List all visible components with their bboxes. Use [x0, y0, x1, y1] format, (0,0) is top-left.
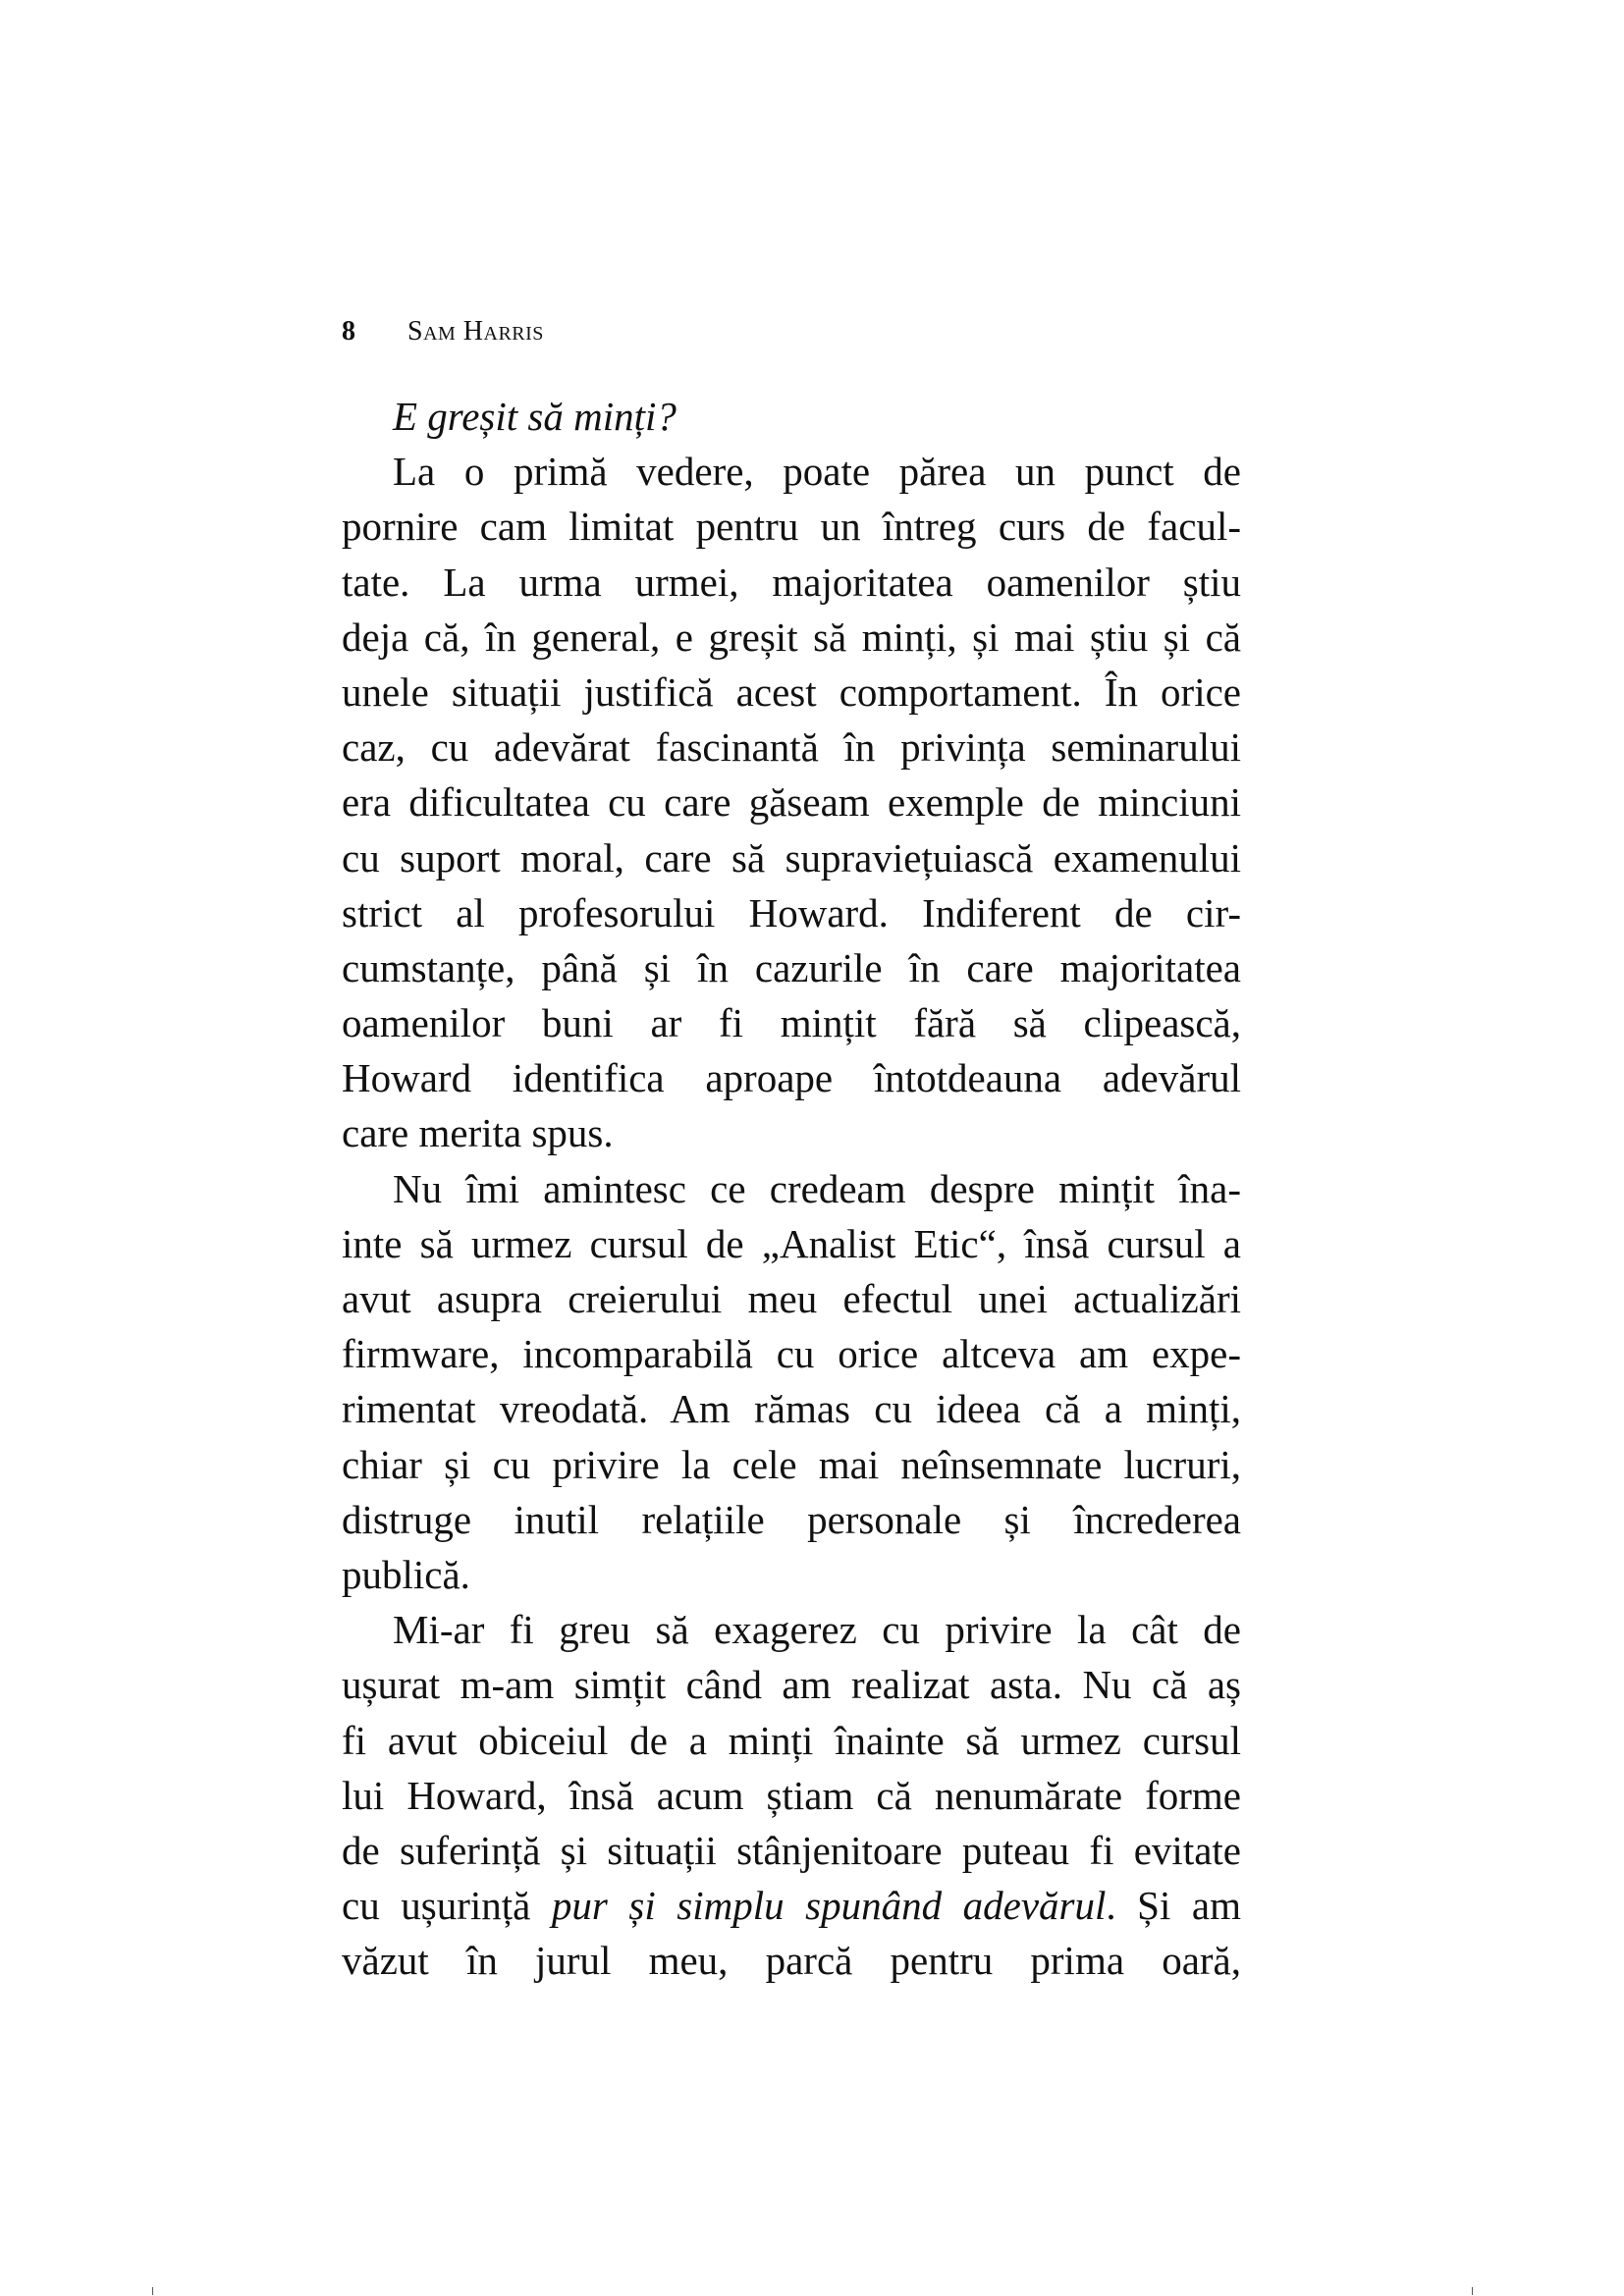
paragraph-2-line: firmware, incomparabilă cu orice altceva am expe-	[342, 1331, 1241, 1377]
paragraph-2-line: Nu îmi amintesc ce credeam despre mințit îna-	[393, 1165, 1241, 1211]
paragraph-1-line: cu suport moral, care să supraviețuiască examenului	[342, 834, 1241, 881]
author-name: Sam Harris	[407, 316, 544, 347]
paragraph-3-line: fi avut obiceiul de a minți înainte să urmez cursul	[342, 1717, 1241, 1763]
crop-mark	[152, 2287, 153, 2295]
section-heading: E greșit să minți?	[393, 394, 677, 439]
paragraph-2-line: rimentat vreodată. Am rămas cu ideea că a minți,	[342, 1386, 1241, 1432]
paragraph-1-line: cumstanțe, până și în cazurile în care majoritatea	[342, 944, 1241, 990]
paragraph-1-line: caz, cu adevărat fascinantă în privința seminarului	[342, 724, 1241, 771]
paragraph-1-line: strict al profesorului Howard. Indiferent de cir-	[342, 889, 1241, 935]
paragraph-1-line: pornire cam limitat pentru un întreg curs de facul-	[342, 504, 1241, 550]
paragraph-1-line: tate. La urma urmei, majoritatea oamenilor știu	[342, 559, 1241, 605]
running-head	[342, 312, 544, 351]
paragraph-2-line: publică.	[342, 1551, 470, 1597]
paragraph-1-line: era dificultatea cu care găseam exemple de minciuni	[342, 779, 1241, 826]
body-text	[342, 389, 1241, 1988]
paragraph-3-line: lui Howard, însă acum știam că nenumărate forme	[342, 1772, 1241, 1818]
line-text: . Și am	[1106, 1883, 1241, 1929]
paragraph-1-line: Howard identifica aproape întotdeauna adevărul	[342, 1055, 1241, 1101]
emphasis-text: pur și simplu spunând adevărul	[551, 1883, 1107, 1929]
paragraph-3-line: Mi-ar fi greu să exagerez cu privire la cât de	[393, 1607, 1241, 1653]
page-number: 8	[342, 316, 355, 347]
paragraph-1-line: oamenilor buni ar fi mințit fără să clipească,	[342, 1000, 1241, 1046]
paragraph-2-line: avut asupra creierului meu efectul unei actualizări	[342, 1276, 1241, 1321]
paragraph-2-line: chiar și cu privire la cele mai neînsemnate lucruri,	[342, 1441, 1241, 1487]
paragraph-2-line: inte să urmez cursul de „Analist Etic“, însă cursul a	[342, 1220, 1241, 1266]
paragraph-3-line: văzut în jurul meu, parcă pentru prima oară,	[342, 1938, 1241, 1984]
line-text: cu ușurință	[342, 1883, 552, 1929]
paragraph-3-line: de suferință și situații stânjenitoare puteau fi evitate	[342, 1827, 1241, 1873]
paragraph-3-mixed-line	[342, 1878, 1241, 1933]
paragraph-3-line: ușurat m-am simțit când am realizat asta. Nu că aș	[342, 1662, 1241, 1708]
paragraph-2-line: distruge inutil relațiile personale și încrederea	[342, 1496, 1241, 1542]
paragraph-1-line: deja că, în general, e greșit să minți, și mai știu și că	[342, 614, 1241, 660]
crop-mark	[1472, 2287, 1473, 2295]
paragraph-1-line: care merita spus.	[342, 1110, 614, 1156]
paragraph-1-line: unele situații justifică acest comportament. În orice	[342, 668, 1241, 715]
paragraph-1-line: La o primă vedere, poate părea un punct de	[393, 449, 1241, 495]
